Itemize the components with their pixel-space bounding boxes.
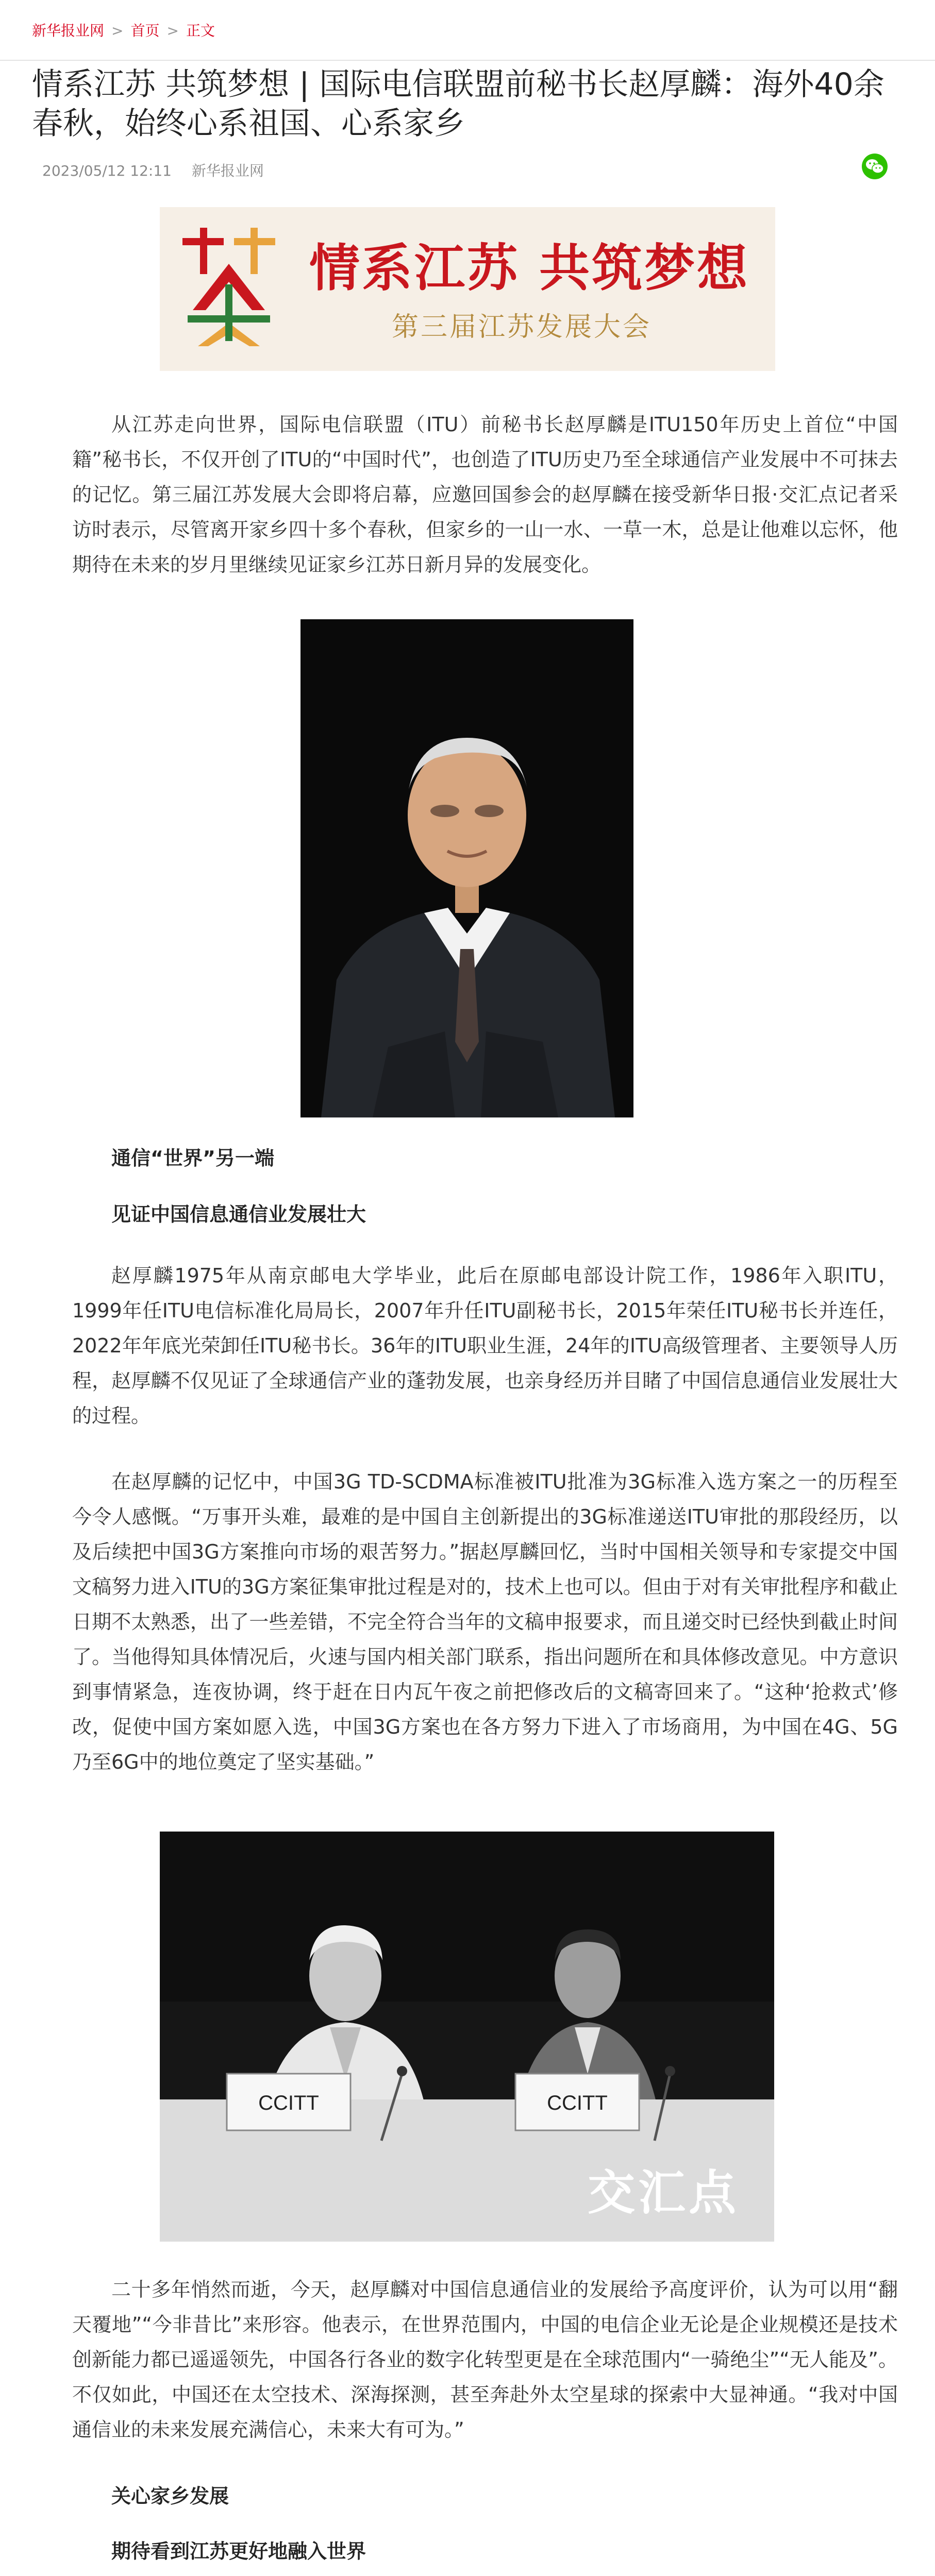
breadcrumb-separator: >	[111, 22, 124, 39]
top-bar	[0, 0, 935, 61]
section-subheading: 期待看到江苏更好地融入世界	[111, 2540, 366, 2563]
portrait-photo	[300, 619, 633, 1117]
wechat-share-button[interactable]	[862, 154, 888, 179]
banner-slogan: 情系江苏 共筑梦想	[309, 239, 750, 298]
breadcrumb-separator: >	[166, 22, 179, 39]
breadcrumb-site-link[interactable]: 新华报业网	[32, 22, 105, 39]
section-heading: 关心家乡发展	[111, 2485, 229, 2507]
breadcrumb	[32, 20, 215, 40]
wechat-icon	[865, 158, 884, 175]
portrait-illustration	[300, 619, 633, 1117]
image-watermark: 交汇点	[588, 2165, 740, 2221]
section-subheading: 见证中国信息通信业发展壮大	[111, 1203, 366, 1226]
banner-subtitle: 第三届江苏发展大会	[392, 312, 652, 343]
article-meta	[42, 160, 279, 180]
paragraph: 从江苏走向世界，国际电信联盟（ITU）前秘书长赵厚麟是ITU150年历史上首位“中国籍”秘书长，不仅开创了ITU的“中国时代”，也创造了ITU历史乃至全球通信产业发展中不可抹去的记忆。第三届江苏发展大会即将启幕，应邀回国参会的赵厚麟在接受新华日报·交汇点记者采访时表示，尽管离开家乡四十多个春秋，但家乡的一山一水、一草一木，总是让他难以忘怀，他期待在未来的岁月里继续见证家乡江苏日新月异的发展变化。	[72, 413, 898, 576]
conference-banner	[160, 207, 775, 371]
article-source: 新华报业网	[191, 162, 264, 179]
article-title: 情系江苏 共筑梦想 | 国际电信联盟前秘书长赵厚麟：海外40余春秋，始终心系祖国、心系家乡	[32, 66, 884, 142]
section-heading: 通信“世界”另一端	[111, 1147, 274, 1170]
svg-text:CCITT: CCITT	[258, 2092, 319, 2114]
breadcrumb-current: 正文	[186, 22, 215, 39]
svg-text:CCITT: CCITT	[547, 2092, 608, 2114]
paragraph: 二十多年悄然而逝，今天，赵厚麟对中国信息通信业的发展给予高度评价，认为可以用“翻天覆地”“今非昔比”来形容。他表示，在世界范围内，中国的电信企业无论是企业规模还是技术创新能力都已遥遥领先，中国各行各业的数字化转型更是在全球范围内“一骑绝尘”“无人能及”。不仅如此，中国还在太空技术、深海探测，甚至奔赴外太空星球的探索中大显神通。“我对中国通信业的未来发展充满信心，未来大有可为。”	[72, 2278, 898, 2441]
article-date: 2023/05/12 12:11	[42, 162, 172, 179]
paragraph: 赵厚麟1975年从南京邮电大学毕业，此后在原邮电部设计院工作，1986年入职ITU，1999年任ITU电信标准化局局长，2007年升任ITU副秘书长，2015年荣任ITU秘书长并连任，2022年年底光荣卸任ITU秘书长。36年的ITU职业生涯，24年的ITU高级管理者、主要领导人历程，赵厚麟不仅见证了全球通信产业的蓬勃发展，也亲身经历并目睹了中国信息通信业发展壮大的过程。	[72, 1264, 898, 1427]
paragraph: 在赵厚麟的记忆中，中国3G TD-SCDMA标准被ITU批准为3G标准入选方案之一的历程至今令人感慨。“万事开头难，最难的是中国自主创新提出的3G标准递送ITU审批的那段经历，以及后续把中国3G方案推向市场的艰苦努力。”据赵厚麟回忆，当时中国相关领导和专家提交中国文稿努力进入ITU的3G方案征集审批过程是对的，技术上也可以。但由于对有关审批程序和截止日期不太熟悉，出了一些差错，不完全符合当年的文稿申报要求，而且递交时已经快到截止时间了。当他得知具体情况后，火速与国内相关部门联系，指出问题所在和具体修改意见。中方意识到事情紧急，连夜协调，终于赶在日内瓦午夜之前把修改后的文稿寄回来了。“这种‘抢救式’修改，促使中国方案如愿入选，中国3G方案也在各方努力下进入了市场商用，为中国在4G、5G乃至6G中的地位奠定了坚实基础。”	[72, 1470, 898, 1773]
archive-photo	[160, 1832, 774, 2242]
breadcrumb-home-link[interactable]: 首页	[130, 22, 160, 39]
conference-logo	[177, 228, 280, 346]
